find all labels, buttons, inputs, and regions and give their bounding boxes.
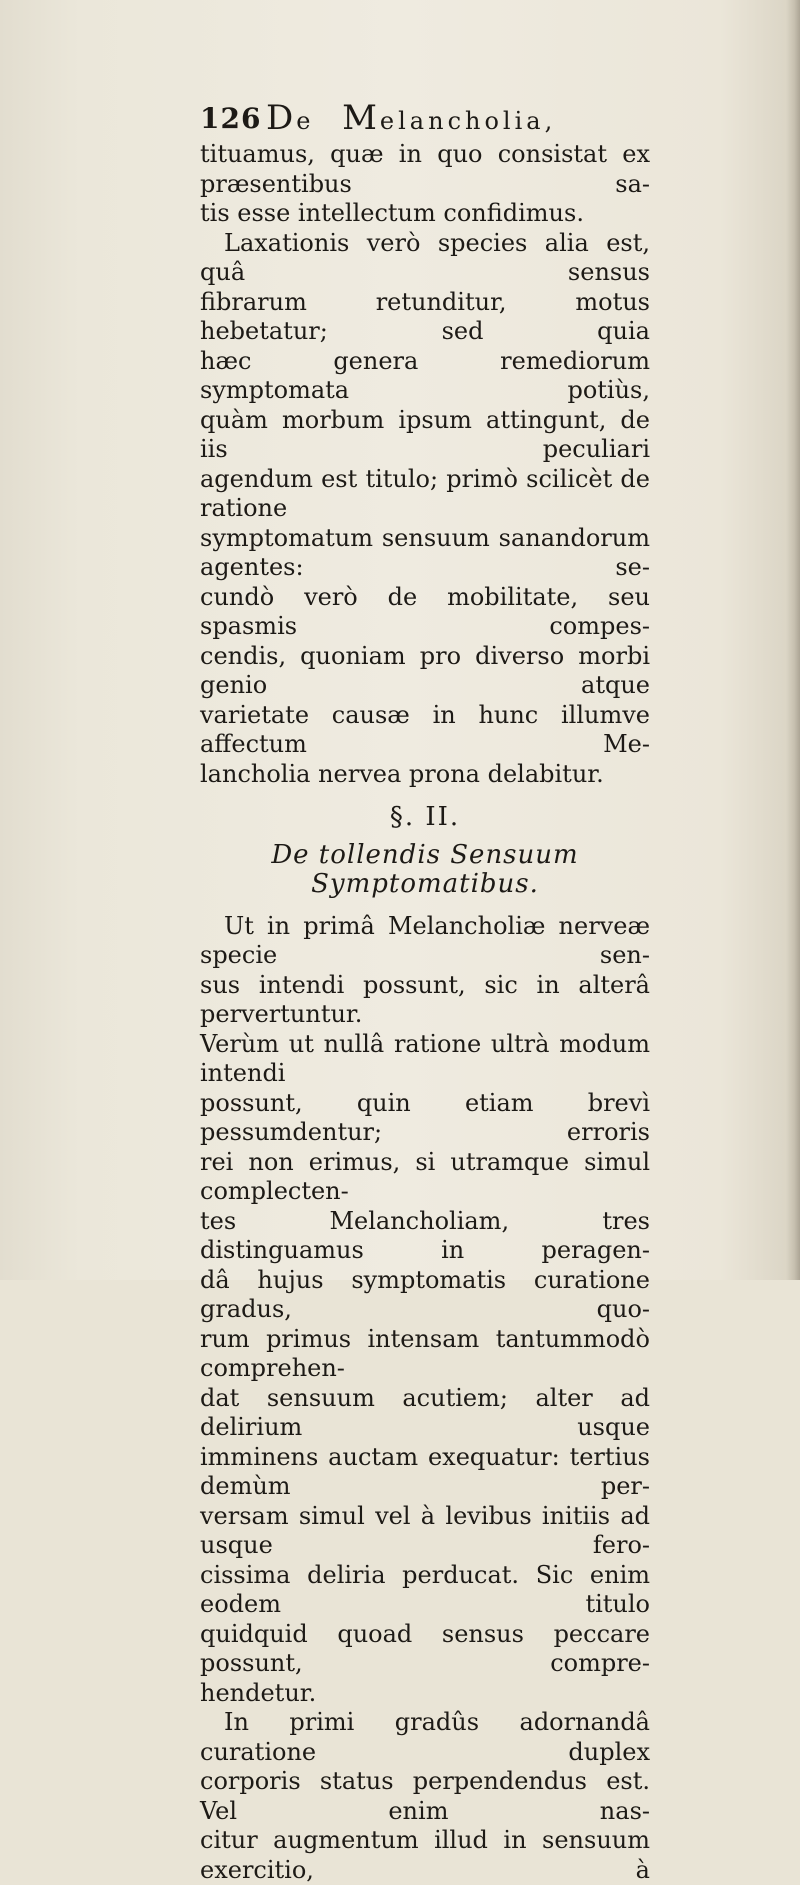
- text-line: symptomatum sensuum sanandorum agentes: se-: [200, 523, 650, 581]
- text-line: tituamus, quæ in quo consistat ex præsentibus sa-: [200, 140, 650, 198]
- page-edge-shadow: [786, 0, 800, 1280]
- running-title-initial-2: M: [342, 98, 380, 138]
- text-line: hæc genera remediorum symptomata potiùs,: [200, 346, 650, 404]
- text-line: rum primus intensam tantummodò comprehen-: [200, 1324, 650, 1382]
- paragraph-continuation: [200, 140, 650, 229]
- text-line: tes Melancholiam, tres distinguamus in peragen-: [200, 1206, 650, 1264]
- running-title: [266, 98, 556, 138]
- text-line: hendetur.: [200, 1678, 317, 1707]
- text-line: citur augmentum illud in sensuum exercitio, à: [200, 1826, 650, 1884]
- text-line: lancholia nervea prona delabitur.: [200, 759, 604, 788]
- text-line: Verùm ut nullâ ratione ultrà modum intendi: [200, 1029, 650, 1087]
- section-title: De tollendis Sensuum Symptomatibus.: [271, 839, 579, 899]
- text-line: cundò verò de mobilitate, seu spasmis compes-: [200, 582, 650, 640]
- text-line: imminens auctam exequatur: tertius demùm per-: [200, 1442, 650, 1500]
- text-line: quàm morbum ipsum attingunt, de iis peculiari: [200, 405, 650, 463]
- text-line: dat sensuum acutiem; alter ad delirium usque: [200, 1383, 650, 1441]
- text-line: varietate causæ in hunc illumve affectum Me-: [200, 700, 650, 758]
- paragraph-in-primi: [200, 1708, 650, 1885]
- text-line: quidquid quoad sensus peccare possunt, compre-: [200, 1619, 650, 1677]
- paragraph-laxationis: [200, 229, 650, 790]
- text-line: Laxationis verò species alia est, quâ sensus: [200, 228, 650, 286]
- text-line: agendum est titulo; primò scilicèt de ratione: [200, 464, 650, 522]
- text-line: corporis status perpendendus est. Vel enim nas-: [200, 1767, 650, 1825]
- text-line: Ut in primâ Melancholiæ nerveæ specie sen-: [200, 911, 650, 969]
- text-line: tis esse intellectum confidimus.: [200, 199, 584, 227]
- page-header: [200, 98, 660, 142]
- text-line: cissima deliria perducat. Sic enim eodem titulo: [200, 1560, 650, 1618]
- section-number: §. II.: [389, 802, 461, 832]
- text-line: versam simul vel à levibus initiis ad usque fero-: [200, 1501, 650, 1559]
- running-title-rest-2: elancholia,: [379, 107, 557, 135]
- text-line: sus intendi possunt, sic in alterâ pervertuntur.: [200, 970, 650, 1028]
- text-line: rei non erimus, si utramque simul complecten-: [200, 1147, 650, 1205]
- paragraph-ut-in-prima: [200, 912, 650, 1709]
- body-text: [200, 140, 650, 1885]
- text-line: possunt, quin etiam brevì pessumdentur; erroris: [200, 1088, 650, 1146]
- text-line: fibrarum retunditur, motus hebetatur; sed quia: [200, 287, 650, 345]
- running-title-initial-1: D: [266, 98, 297, 138]
- text-line: cendis, quoniam pro diverso morbi genio atque: [200, 641, 650, 699]
- page-number: 126: [200, 102, 262, 135]
- running-title-rest-1: e: [296, 107, 315, 135]
- text-line: In primi gradûs adornandâ curatione duplex: [200, 1708, 650, 1766]
- text-line: dâ hujus symptomatis curatione gradus, quo-: [200, 1265, 650, 1323]
